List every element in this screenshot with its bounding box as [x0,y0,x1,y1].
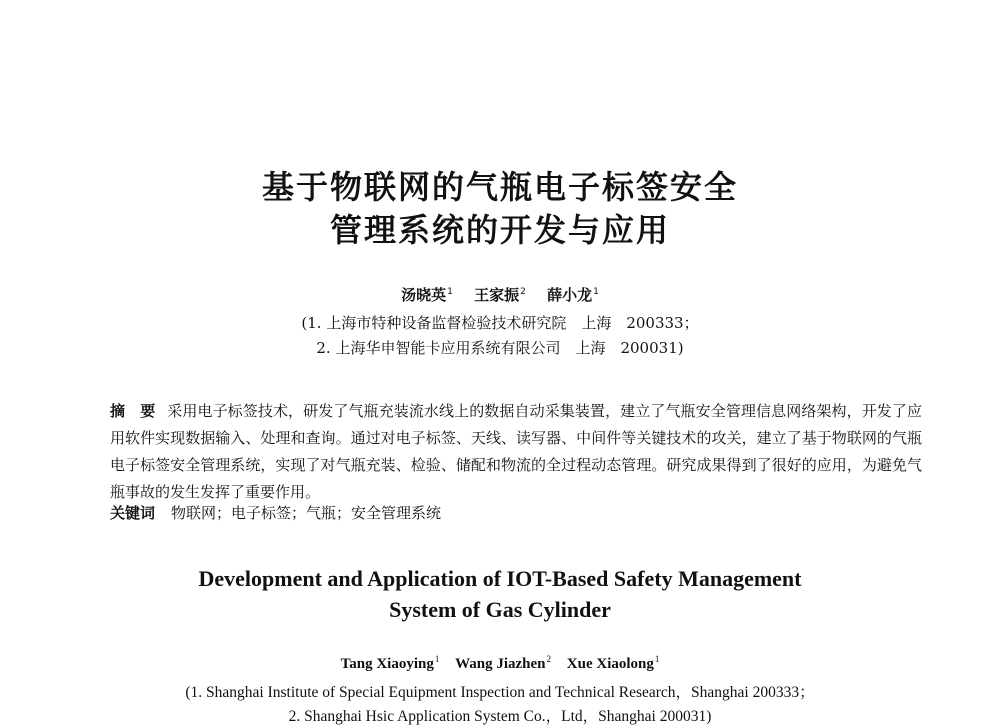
affiliation-en-2: 2. Shanghai Hsic Application System Co.，Ltd，Shanghai 200031) [288,708,712,725]
author-en-2: Wang Jiazhen$^2$ [455,654,552,672]
abstract-label: 摘 要 [110,402,156,420]
abstract-text: 采用电子标签技术，研发了气瓶充装流水线上的数据自动采集装置，建立了气瓶安全管理信息网络架构，开发了应用软件实现数据输入、处理和查询。通过对电子标签、天线、读写器、中间件等关键技术的攻关，建立了基于物联网的气瓶电子标签安全管理系统，实现了对气瓶充装、检验、储配和物流的全过程动态管理。研究成果得到了很好的应用，为避免气瓶事故的发生发挥了重要作用。 [110,402,922,501]
title-cn-line-1: 基于物联网的气瓶电子标签安全 [261,168,738,206]
author-en-3-mark: 1 [654,654,660,664]
title-en-line-2: System of Gas Cylinder [389,597,611,622]
keywords-text: 物联网；电子标签；气瓶；安全管理系统 [171,504,442,522]
affiliation-en-1: (1. Shanghai Institute of Special Equipment Inspection and Technical Research，Shanghai 200333； [185,684,815,701]
title-en-line-1: Development and Application of IOT-Based Safety Management [198,566,802,591]
authors-cn [0,284,1000,305]
author-cn-1: 汤晓英$^1$ [401,286,453,304]
affiliation-cn-1: (1. 上海市特种设备监督检验技术研究院 上海 200333； [301,314,699,332]
author-en-1-mark: 1 [434,654,440,664]
keywords-cn [110,502,922,523]
title-cn-line-2: 管理系统的开发与应用 [329,211,670,249]
affiliation-cn-2: 2. 上海华申智能卡应用系统有限公司 上海 200031) [316,339,684,357]
author-cn-3: 薛小龙$^1$ [547,286,599,304]
author-cn-2-mark: 2 [520,287,526,297]
author-cn-1-mark: 1 [447,287,453,297]
author-en-2-mark: 2 [546,654,552,664]
author-en-1: Tang Xiaoying$^1$ [340,654,440,672]
author-cn-3-mark: 1 [593,287,599,297]
abstract-cn [110,398,922,506]
keywords-label: 关键词 [110,504,156,522]
author-en-3: Xue Xiaolong$^1$ [566,654,660,672]
author-cn-2: 王家振$^2$ [474,286,526,304]
authors-en [0,654,1000,673]
